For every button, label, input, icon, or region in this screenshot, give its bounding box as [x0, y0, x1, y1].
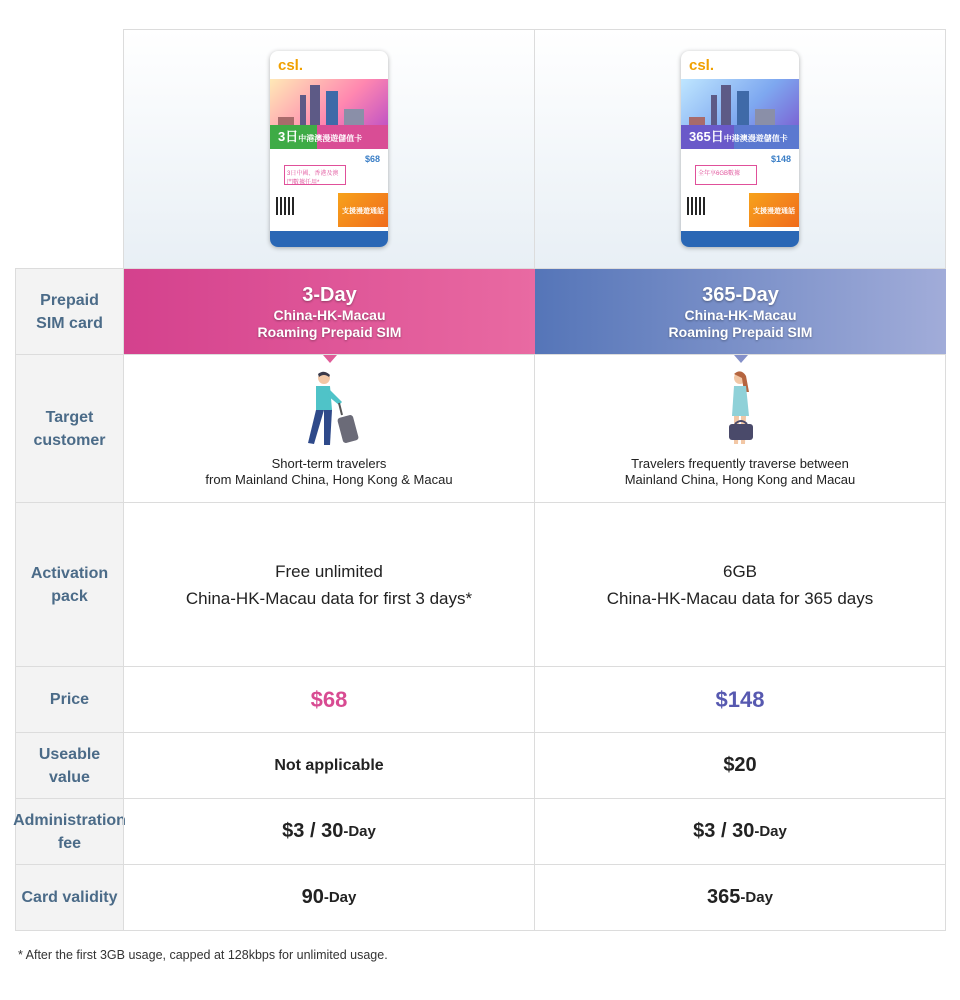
plan-title: 3-Day	[302, 284, 357, 306]
plan-title: 365-Day	[702, 284, 779, 306]
plan-header-3day	[124, 269, 535, 355]
sim-promo: 3日中國、香港及澳門數據任用*	[284, 165, 346, 185]
row-label-target: Target customer	[15, 354, 124, 503]
plan-subtitle: Roaming Prepaid SIM	[257, 324, 402, 340]
activation-line: China-HK-Macau data for 365 days	[606, 588, 874, 608]
traveler-woman-icon	[705, 370, 775, 450]
admin-fee-365day	[534, 798, 946, 865]
validity-value: 365	[707, 886, 741, 908]
sim-price-tag: $68	[364, 154, 380, 164]
activation-line: Free unlimited	[275, 561, 383, 581]
card-validity-3day	[123, 864, 535, 931]
card-validity-365day	[534, 864, 946, 931]
price-365day: $148	[534, 666, 946, 733]
target-line: Short-term travelers	[271, 455, 387, 471]
target-customer-365day	[534, 354, 946, 503]
activation-line: China-HK-Macau data for first 3 days*	[185, 588, 473, 608]
row-label-prepaid: Prepaid SIM card	[15, 268, 124, 355]
sim-card	[270, 51, 388, 247]
traveler-man-icon	[294, 370, 364, 450]
useable-value-365day: $20	[534, 732, 946, 799]
csl-logo: csl.	[689, 57, 715, 74]
validity-value: 90	[301, 886, 324, 908]
corner-blank	[15, 29, 124, 269]
admin-fee-value: $3 / 30	[282, 820, 344, 842]
activation-pack-365day	[534, 502, 946, 667]
sim-card-image-365day	[534, 29, 946, 269]
row-label-validity: Card validity	[15, 864, 124, 931]
target-line: from Mainland China, Hong Kong & Macau	[205, 471, 453, 487]
plan-subtitle: China-HK-Macau	[684, 307, 797, 323]
sim-footer-strip	[681, 231, 799, 247]
plan-subtitle: Roaming Prepaid SIM	[668, 324, 813, 340]
validity-unit: -Day	[740, 889, 773, 906]
sim-promo: 全年享6GB數據	[695, 165, 757, 185]
activation-pack-3day	[123, 502, 535, 667]
target-customer-3day	[123, 354, 535, 503]
sim-badge: 支援漫遊通話	[749, 193, 799, 227]
activation-line: 6GB	[722, 561, 758, 581]
admin-fee-3day	[123, 798, 535, 865]
row-label-useable: Useable value	[15, 732, 124, 799]
sim-band: 3日中港澳漫遊儲值卡	[270, 125, 388, 149]
price-3day: $68	[123, 666, 535, 733]
plan-subtitle: China-HK-Macau	[273, 307, 386, 323]
comparison-table	[13, 30, 946, 931]
sim-price-tag: $148	[770, 154, 791, 164]
csl-logo: csl.	[278, 57, 304, 74]
row-label-price: Price	[15, 666, 124, 733]
sim-band: 365日中港澳漫遊儲值卡	[681, 125, 799, 149]
validity-unit: -Day	[323, 889, 357, 906]
sim-footer-strip	[270, 231, 388, 247]
footnote: * After the first 3GB usage, capped at 128kbps for unlimited usage.	[18, 948, 388, 962]
plan-header-365day	[535, 269, 946, 355]
sim-card-image-3day	[123, 29, 535, 269]
sim-card	[681, 51, 799, 247]
useable-value-3day: Not applicable	[123, 732, 535, 799]
qr-code-icon	[687, 197, 705, 215]
sim-badge: 支援漫遊通話	[338, 193, 388, 227]
row-label-admin: Administration fee	[15, 798, 124, 865]
admin-fee-value: $3 / 30	[693, 820, 755, 842]
admin-fee-unit: -Day	[754, 823, 787, 840]
target-line: Mainland China, Hong Kong and Macau	[624, 471, 856, 487]
qr-code-icon	[276, 197, 294, 215]
row-label-activation: Activation pack	[15, 502, 124, 667]
admin-fee-unit: -Day	[343, 823, 376, 840]
target-line: Travelers frequently traverse between	[631, 455, 849, 471]
